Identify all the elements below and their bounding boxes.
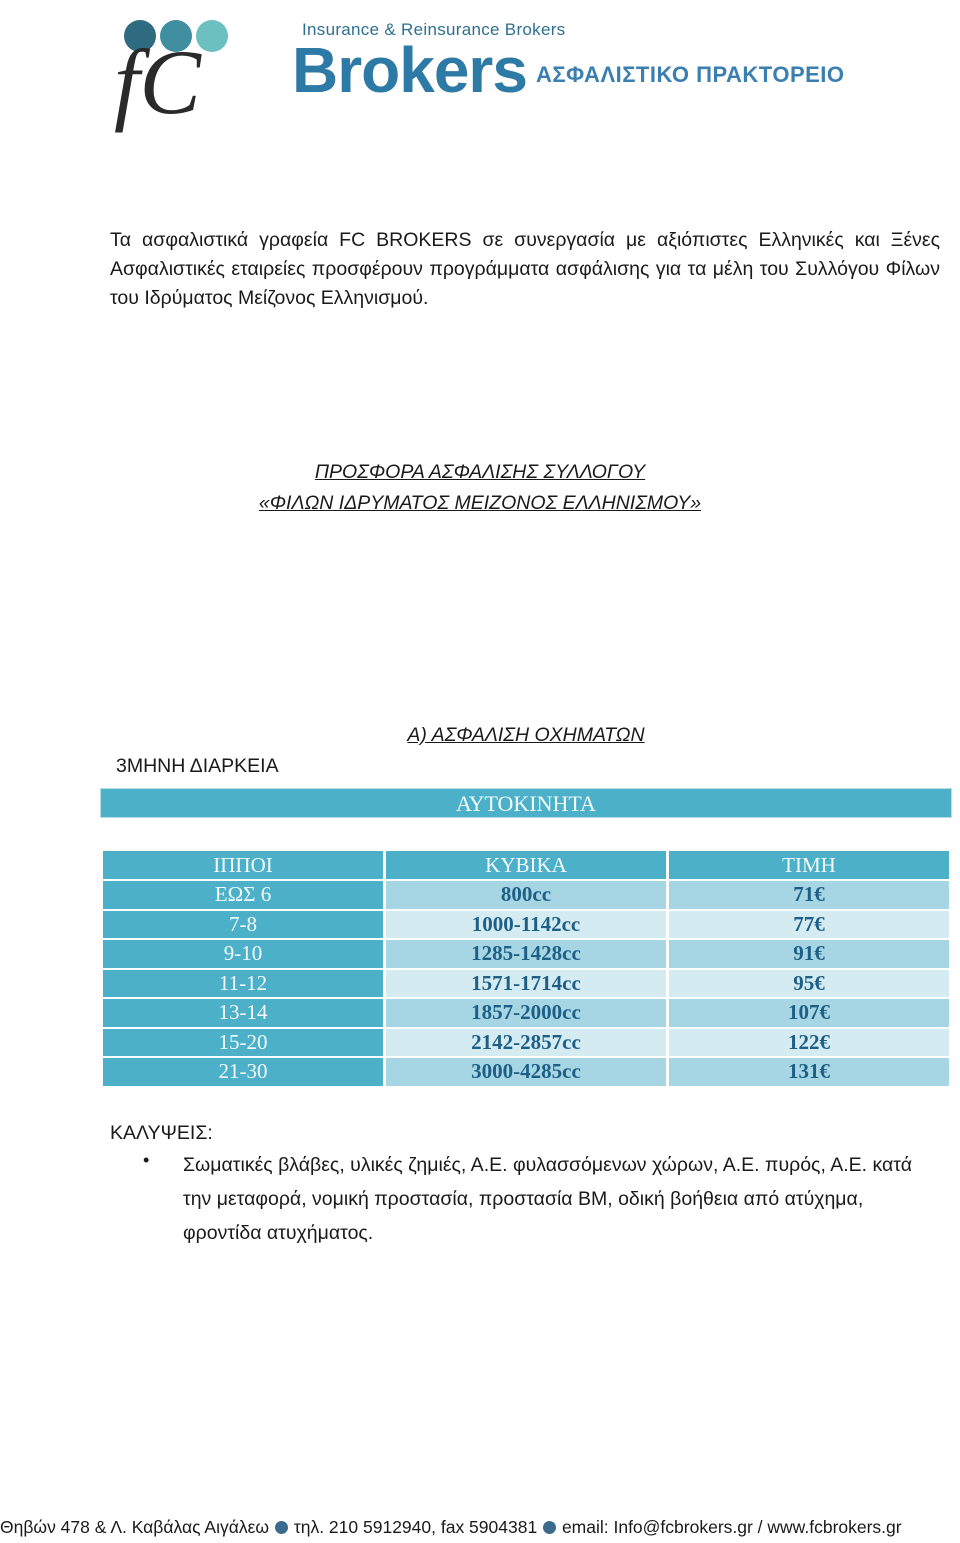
rates-table [100,849,952,1088]
table-row [103,911,949,939]
header-engine-cc: ΚΥΒΙΚΑ [386,851,666,879]
cell-horsepower: 15-20 [103,1029,383,1057]
table-row [103,1058,949,1086]
cell-engine-cc: 3000-4285cc [386,1058,666,1086]
cell-horsepower: 21-30 [103,1058,383,1086]
cell-price: 131€ [669,1058,949,1086]
cell-horsepower: 9-10 [103,940,383,968]
cell-price: 122€ [669,1029,949,1057]
header-horsepower: ΙΠΠΟΙ [103,851,383,879]
offer-title-line2: «ΦΙΛΩΝ ΙΔΡΥΜΑΤΟΣ ΜΕΙΖΟΝΟΣ ΕΛΛΗΝΙΣΜΟΥ» [258,492,702,514]
cell-price: 95€ [669,970,949,998]
category-bar: ΑΥΤΟΚΙΝΗΤΑ [100,788,952,818]
table-header-row [103,851,949,879]
cell-engine-cc: 1000-1142cc [386,911,666,939]
cell-horsepower: 7-8 [103,911,383,939]
separator-dot-icon [275,1521,288,1534]
cell-price: 71€ [669,881,949,909]
header-price: ΤΙΜΗ [669,851,949,879]
table-row [103,970,949,998]
coverage-text: Σωματικές βλάβες, υλικές ζημιές, Α.Ε. φυλασσόμενων χώρων, Α.Ε. πυρός, Α.Ε. κατά την μεταφορά, νομική προστασία, προστασία ΒΜ, οδική βοήθεια από ατύχημα, φροντίδα ατυχήματος. [183,1154,912,1244]
footer-phone: τηλ. 210 5912940, fax 5904381 [293,1517,538,1537]
footer-address: Θηβών 478 & Λ. Καβάλας Αιγάλεω [0,1517,270,1537]
table-row [103,881,949,909]
cell-price: 77€ [669,911,949,939]
cell-engine-cc: 2142-2857cc [386,1029,666,1057]
cell-engine-cc: 1857-2000cc [386,999,666,1027]
table-row [103,999,949,1027]
logo-agency-label: ΑΣΦΑΛΙΣΤΙΚΟ ΠΡΑΚΤΟΡΕΙΟ [536,62,845,87]
section-title: Α) ΑΣΦΑΛΙΣΗ ΟΧΗΜΑΤΩΝ [407,724,645,746]
cell-horsepower: 11-12 [103,970,383,998]
cell-engine-cc: 1285-1428cc [386,940,666,968]
logo-tagline: Insurance & Reinsurance Brokers [302,20,566,39]
table-row [103,1029,949,1057]
cell-horsepower: ΕΩΣ 6 [103,881,383,909]
offer-title-line1: ΠΡΟΣΦΟΡΑ ΑΣΦΑΛΙΣΗΣ ΣΥΛΛΟΓΟΥ [314,461,646,483]
logo-brand-initial: fC [114,31,201,133]
cell-price: 107€ [669,999,949,1027]
coverage-title: ΚΑΛΥΨΕΙΣ: [110,1122,213,1144]
table-row [103,940,949,968]
bullet-icon: • [143,1150,150,1170]
footer [0,1517,960,1538]
cell-horsepower: 13-14 [103,999,383,1027]
cell-engine-cc: 1571-1714cc [386,970,666,998]
separator-dot-icon [543,1521,556,1534]
duration-label: 3ΜΗΝΗ ΔΙΑΡΚΕΙΑ [116,755,279,777]
company-logo [112,8,942,133]
logo-brand-name: Brokers [292,34,527,106]
intro-paragraph: Τα ασφαλιστικά γραφεία FC BROKERS σε συνεργασία με αξιόπιστες Ελληνικές και Ξένες Ασφαλιστικές εταιρείες προσφέρουν προγράμματα ασφάλισης για τα μέλη του Συλλόγου Φίλων του Ιδρύματος Μείζονος Ελληνισμού. [110,229,940,309]
cell-price: 91€ [669,940,949,968]
cell-engine-cc: 800cc [386,881,666,909]
footer-contact: email: Info@fcbrokers.gr / www.fcbrokers.gr [561,1517,902,1537]
